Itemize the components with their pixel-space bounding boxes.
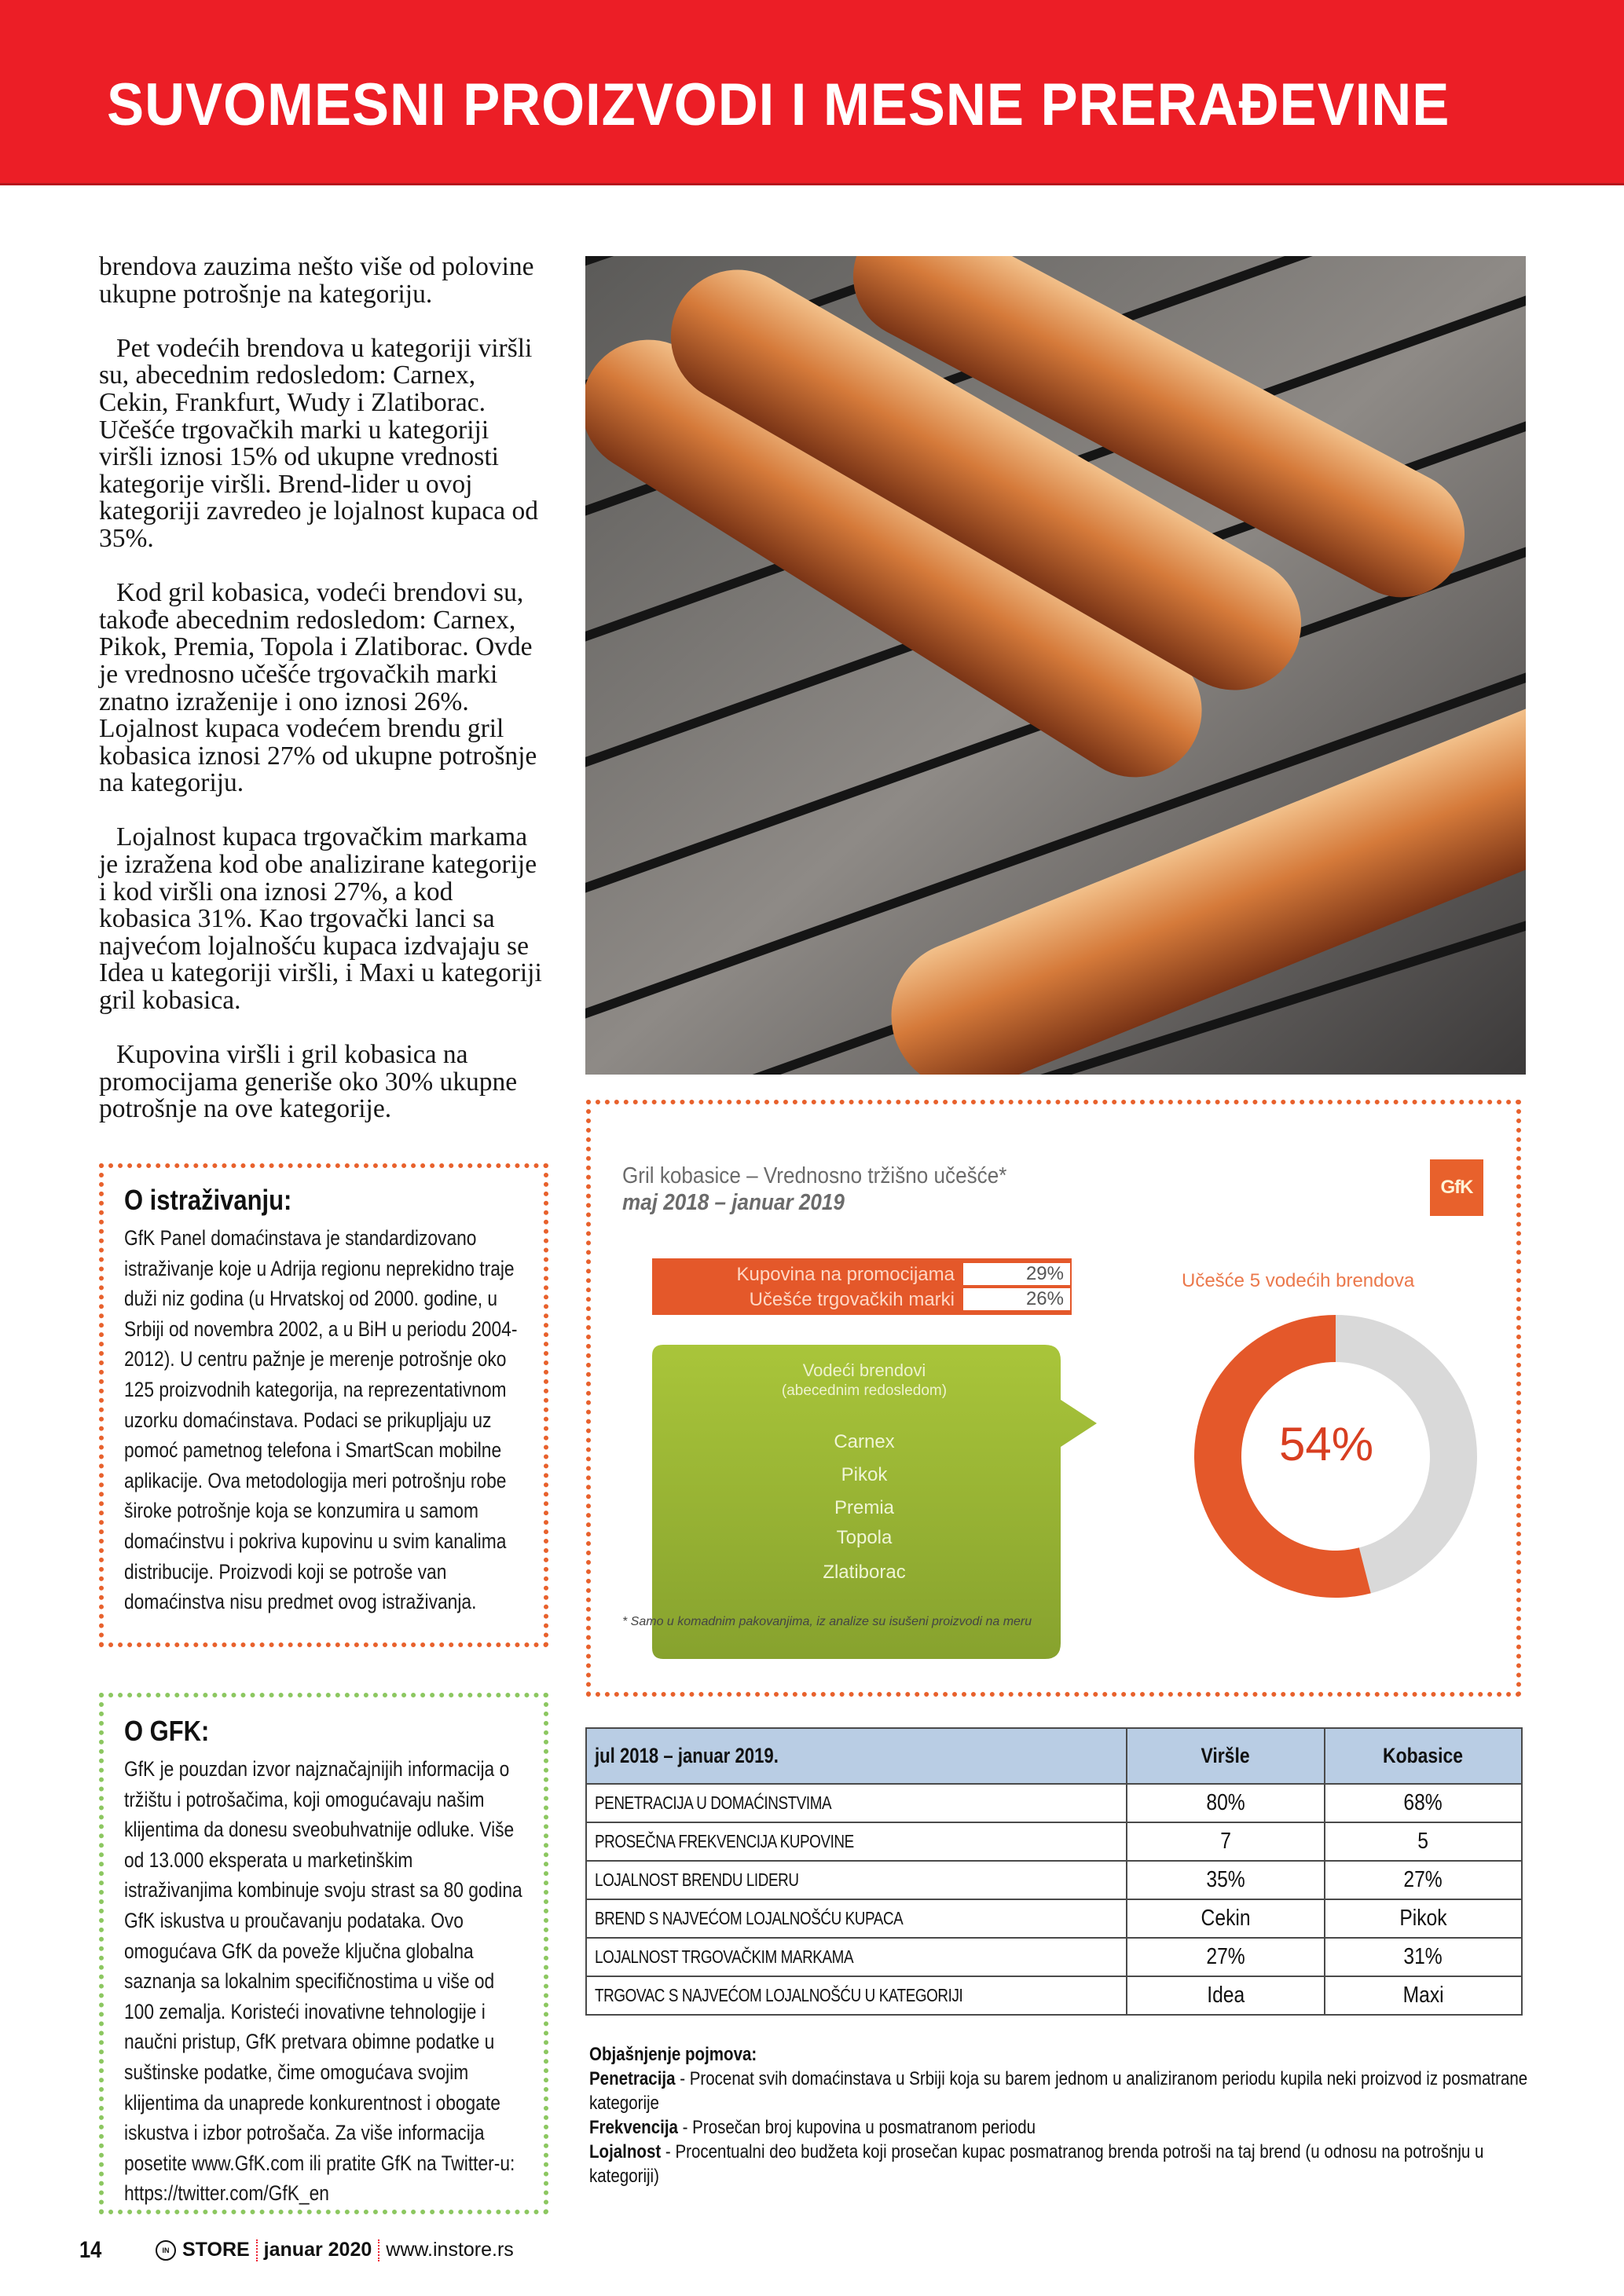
gfk-logo: GfK [1430, 1159, 1483, 1216]
cell-text: LOJALNOST TRGOVAČKIM MARKAMA [595, 1946, 854, 1967]
page-footer [0, 2237, 1624, 2269]
table-row [586, 1976, 1522, 2015]
issue-date: januar 2020 [263, 2239, 372, 2261]
cell-text: 35% [1206, 1867, 1245, 1892]
kpi-label: Učešće trgovačkih marki [749, 1289, 955, 1310]
definition-item [589, 2067, 1530, 2115]
page-number: 14 [79, 2237, 102, 2263]
cell-text: LOJALNOST BRENDU LIDERU [595, 1869, 799, 1890]
virsle-value [1127, 1938, 1325, 1976]
cell-text: 80% [1206, 1790, 1245, 1815]
definition-item [589, 2140, 1530, 2188]
table-row [586, 1822, 1522, 1861]
row-label [586, 1899, 1127, 1938]
grilled-sausages-photo [585, 256, 1526, 1075]
brand-name: STORE [182, 2239, 250, 2261]
table-row [586, 1784, 1522, 1822]
donut-title: Učešće 5 vodećih brendova [1182, 1270, 1415, 1291]
footer-brand [156, 2239, 514, 2261]
cell-text: 5 [1417, 1829, 1429, 1854]
cell-text: 27% [1403, 1867, 1443, 1892]
cell-text: Idea [1206, 1983, 1245, 2008]
row-label [586, 1784, 1127, 1822]
table-header-kobasice [1325, 1728, 1522, 1784]
kobasice-value [1325, 1861, 1522, 1899]
definition-item [589, 2115, 1530, 2140]
kobasice-value [1325, 1938, 1522, 1976]
row-label [586, 1861, 1127, 1899]
stats-table [585, 1727, 1523, 2016]
infographic-box [586, 1100, 1521, 1697]
definition-term: Frekvencija [589, 2117, 678, 2138]
website-link[interactable]: www.instore.rs [386, 2239, 514, 2261]
cell-text: 68% [1403, 1790, 1443, 1815]
row-label [586, 1938, 1127, 1976]
instore-logo-icon: IN [156, 2240, 176, 2261]
cell-text: Maxi [1402, 1983, 1444, 2008]
about-gfk-title: O GFK: [124, 1715, 210, 1747]
virsle-value [1127, 1784, 1325, 1822]
leading-brands-subtitle: (abecednim redosledom) [781, 1382, 948, 1399]
infographic-period: maj 2018 – januar 2019 [622, 1190, 845, 1215]
kpi-panel [652, 1258, 1072, 1315]
article-paragraph: Pet vodećih brendova u kategoriji viršli su, abecednim redosledom: Carnex, Cekin, Frankfurt, Wudy i Zlatiborac. Učešće trgovačkih marki u kategoriji viršli iznosi 15% od ukupne vrednosti kategorije viršli. Brend-lider u ovoj kategoriji zavredeo je lojalnost kupaca od 35%. [99, 333, 539, 553]
definition-desc: - Prosečan broj kupovina u posmatranom periodu [677, 2117, 1036, 2138]
article-paragraph: Kod gril kobasica, vodeći brendovi su, takođe abecednim redosledom: Carnex, Pikok, Premia, Topola i Zlatiborac. Ovde je vrednosno učešće trgovačkih marki znatno izraženije i ono iznosi 26%. Lojalnost kupaca vodećem brendu gril kobasica iznosi 27% od ukupne potrošnje na kategoriju. [99, 578, 537, 798]
brand-item: Pikok [841, 1464, 888, 1485]
definition-desc: - Procentualni deo budžeta koji prosečan kupac posmatranog brenda potroši na taj brend (u odnosu na potrošnju u kategoriji) [589, 2141, 1484, 2187]
virsle-value [1127, 1822, 1325, 1861]
kpi-value: 26% [963, 1288, 1070, 1310]
virsle-value [1127, 1861, 1325, 1899]
cell-text: 31% [1403, 1944, 1443, 1969]
row-label [586, 1976, 1127, 2015]
table-header-virsle [1127, 1728, 1325, 1784]
sausages-illustration [585, 256, 1526, 1075]
article-paragraph: brendova zauzima nešto više od polovine ukupne potrošnje na kategoriju. [99, 252, 534, 309]
table-row [586, 1861, 1522, 1899]
brand-item: Carnex [834, 1431, 895, 1452]
infographic-footnote: * Samo u komadnim pakovanjima, iz analize su isušeni proizvodi na meru [622, 1615, 1032, 1628]
definition-term: Lojalnost [589, 2141, 662, 2162]
donut-center-label: 54% [1279, 1418, 1374, 1470]
cell-text: Cekin [1201, 1906, 1251, 1931]
kobasice-value [1325, 1899, 1522, 1938]
virsle-value [1127, 1976, 1325, 2015]
table-row [586, 1899, 1522, 1938]
cell-text: 27% [1206, 1944, 1245, 1969]
about-gfk-box [99, 1693, 548, 2214]
header-text: jul 2018 – januar 2019. [595, 1744, 779, 1767]
separator [378, 2239, 379, 2261]
article-paragraph: Lojalnost kupaca trgovačkim markama je izražena kod obe analizirane kategorije i kod viršli ona iznosi 27%, a kod kobasica 31%. Kao trgovački lanci sa najvećom lojalnošću kupaca izdvajaju se Idea u kategoriji viršli, i Maxi u kategoriji gril kobasica. [99, 822, 542, 1016]
header-text: Kobasice [1383, 1744, 1464, 1767]
cell-text: PROSEČNA FREKVENCIJA KUPOVINE [595, 1831, 854, 1851]
table-header-row [586, 1728, 1522, 1784]
separator [256, 2239, 258, 2261]
kpi-row [652, 1288, 1072, 1312]
about-research-box [99, 1163, 548, 1647]
header-text: Viršle [1201, 1744, 1251, 1767]
cell-text: Pikok [1399, 1906, 1447, 1931]
cell-text: 7 [1220, 1829, 1231, 1854]
about-research-title: O istraživanju: [124, 1184, 292, 1216]
leading-brands-panel [652, 1345, 1097, 1659]
kobasice-value [1325, 1784, 1522, 1822]
page-header [0, 0, 1624, 185]
cell-text: PENETRACIJA U DOMAĆINSTVIMA [595, 1792, 832, 1813]
definitions [589, 2042, 1530, 2188]
kobasice-value [1325, 1976, 1522, 2015]
virsle-value [1127, 1899, 1325, 1938]
definitions-title: Objašnjenje pojmova: [589, 2044, 757, 2065]
kobasice-value [1325, 1822, 1522, 1861]
row-label [586, 1822, 1127, 1861]
table-header-period [586, 1728, 1127, 1784]
kpi-label: Kupovina na promocijama [736, 1264, 955, 1285]
kpi-value: 29% [963, 1263, 1070, 1285]
table-row [586, 1938, 1522, 1976]
brand-item: Zlatiborac [823, 1562, 906, 1583]
infographic-title [622, 1163, 1006, 1216]
infographic-title-text: Gril kobasice – Vrednosno tržišno učešće* [622, 1163, 1007, 1188]
page-title: SUVOMESNI PROIZVODI I MESNE PRERAĐEVINE [107, 71, 1450, 138]
cell-text: TRGOVAC S NAJVEĆOM LOJALNOŠĆU U KATEGORIJI [595, 1985, 963, 2005]
brand-item: Premia [834, 1497, 895, 1518]
leading-brands-title: Vodeći brendovi [802, 1360, 926, 1380]
article-body [99, 254, 548, 1151]
about-research-text: GfK Panel domaćinstava je standardizovano istraživanje koje u Adrija regionu neprekidno traje duži niz godina (u Hrvatskoj od 2000. godine, u Srbiji od novembra 2002, a u BiH u periodu 2004-2012). U centru pažnje je merenje potrošnje oko 125 proizvodnih kategorija, na reprezentativnom uzorku domaćinstava. Podaci se prikupljaju uz pomoć pametnog telefona i SmartScan mobilne aplikacije. Ova metodologija meri potrošnju robe široke potrošnje koja se konzumira u samom domaćinstvu i pokriva kupovinu u svim kanalima distribucije. Proizvodi koji se potroše van domaćinstva nisu predmet ovog istraživanja. [124, 1226, 518, 1614]
definition-desc: - Procenat svih domaćinstava u Srbiji koja su barem jednom u analiziranom periodu kupila neki proizvod iz posmatrane kategorije [589, 2068, 1528, 2114]
article-paragraph: Kupovina viršli i gril kobasica na promocijama generiše oko 30% ukupne potrošnje na ove kategorije. [99, 1040, 518, 1124]
cell-text: BREND S NAJVEĆOM LOJALNOŠĆU KUPACA [595, 1908, 904, 1928]
brand-item: Topola [836, 1527, 893, 1548]
kpi-row [652, 1263, 1072, 1287]
definition-term: Penetracija [589, 2068, 676, 2089]
about-gfk-text: GfK je pouzdan izvor najznačajnijih informacija o tržištu i potrošačima, koji omogućavaju našim klijentima da donesu sveobuhvatnije odluke. Više od 13.000 eksperata u marketinškim istraživanjima kombinuje svoju strast sa 80 godina GfK iskustva u proučavanju podataka. Ovo omogućava GfK da poveže ključna globalna saznanja sa lokalnim specifičnostima u više od 100 zemalja. Koristeći inovativne tehnologije i naučni pristup, GfK pretvara obimne podatke u suštinske podatke, čime omogućava svojim klijentima da unaprede konkurentnost i obogate iskustva i izbor potrošača. Za više informacija posetite www.GfK.com ili pratite GfK na Twitter-u: https://twitter.com/GfK_en [124, 1757, 522, 2206]
